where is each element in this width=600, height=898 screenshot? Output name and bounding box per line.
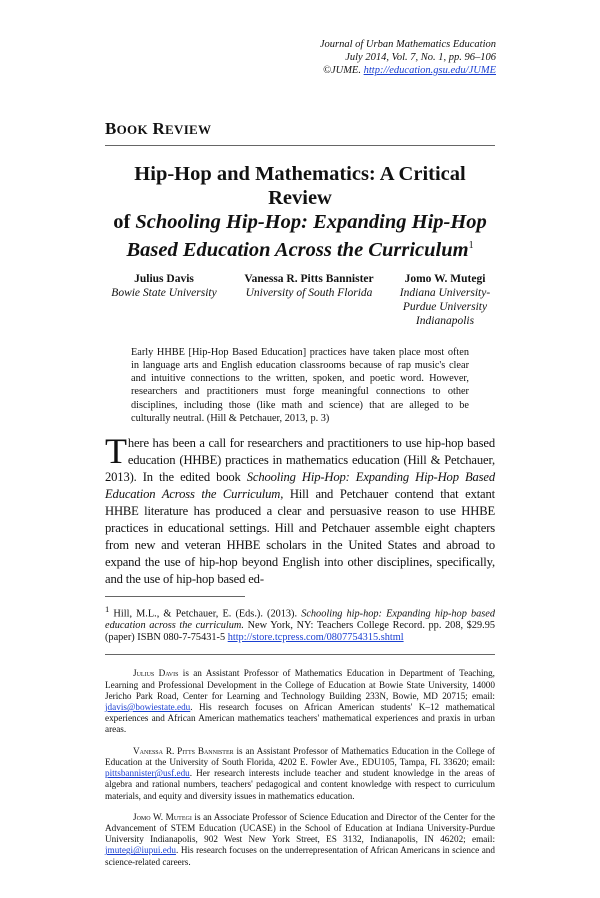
email-link[interactable]: pittsbannister@usf.edu (105, 768, 190, 779)
footnote-divider (105, 596, 245, 597)
bio: Vanessa R. Pitts Bannister is an Assistant Professor of Mathematics Education in the College of Education at the University of South Florida, 4202 E. Fowler Ave., EDU105, Tampa, FL 33620; email: pittsbannister@usf.edu. Her research interests include teacher and student knowledge in the areas of algebra and rational numbers, teachers' pedagogical and content knowledge with respect to curriculum materials, and equity and diversity issues in mathematics education. (105, 745, 495, 801)
article-title: Hip-Hop and Mathematics: A Critical Review of Schooling Hip-Hop: Expanding Hip-Hop Based Education Across the Curriculum$^1$ (113, 163, 487, 261)
authors (105, 272, 495, 328)
footnote-link[interactable]: http://store.tcpress.com/0807754315.shtml (227, 632, 404, 644)
journal-name: Journal of Urban Mathematics Education (319, 39, 496, 50)
section-heading: BOOK REVIEW (105, 119, 212, 138)
journal-link[interactable]: http://education.gsu.edu/JUME (363, 65, 496, 76)
author: Julius Davis Bowie State University (111, 272, 217, 299)
body-text: There has been a call for researchers and practitioners to use hip-hop based education (HHBE) practices in mathematics education (Hill & Petchauer, 2013). In the edited book Schooling Hip-Hop: Expanding Hip-Hop Based Education Across the Curriculum, Hill and Petchauer contend that extant HHBE literature has produced a clear and persuasive reason to use HHBE practices in educational settings. Hill and Petchauer assemble eight chapters from new and veteran HHBE scholars in the United States and abroad to expand the use of hip-hop beyond English into other disciplines, specifically, and the use of hip-hop based ed- (105, 431, 495, 587)
journal-header (105, 38, 496, 77)
bio: Julius Davis is an Assistant Professor of Mathematics Education in Department of Teaching, Learning and Professional Development in the College of Education at Bowie State University, 14000 Jericho Park Road, Center for Learning and Technology Building 233N, Bowie, MD 20715; email: jdavis@bowiestate.edu. His research focuses on African American students' K–12 mathematical experiences and African American mathematics teachers' mathematical experiences and praxis in urban areas. (105, 668, 495, 735)
journal-issue: July 2014, Vol. 7, No. 1, pp. 96–106 (345, 52, 496, 63)
divider (105, 654, 495, 655)
epigraph: Early HHBE [Hip-Hop Based Education] practices have taken place most often in language arts and English education classrooms because of rap music's clear and intuitive connections to the written, spoken, and poetic word. However, researchers and practitioners must forge meaningful connections to other disciplines, including those (like math and science) that are alleged to be culturally neutral. (Hill & Petchauer, 2013, p. 3) (131, 346, 469, 424)
footnote: $^1$ Hill, M.L., & Petchauer, E. (Eds.). (2013). Schooling hip-hop: Expanding hip-hop based education across the curriculum. New York, NY: Teachers College Record. pp. 208, $29.95 (paper) ISBN 080-7-75431-5 http://store.tcpress.com/0807754315.shtml (105, 604, 496, 644)
email-link[interactable]: jmutegi@iupui.edu (105, 845, 176, 856)
footnote-ref: 1 (468, 240, 474, 251)
author: Vanessa R. Pitts Bannister University of South Florida (244, 272, 374, 299)
email-link[interactable]: jdavis@bowiestate.edu (105, 702, 191, 713)
bio: Jomo W. Mutegi is an Associate Professor of Science Education and Director of the Center for the Advancement of STEM Education (UCASE) in the School of Education at Indiana University-Purdue University Indianapolis, 902 West New York Street, ES 3132, Indianapolis, IN 46202; email: jmutegi@iupui.edu. His research focuses on the underrepresentation of African Americans in science and science-related careers. (105, 811, 495, 867)
drop-cap: T (105, 431, 127, 472)
author-bios (105, 668, 495, 867)
divider (105, 145, 495, 146)
author: Jomo W. Mutegi Indiana University-Purdue University Indianapolis (399, 272, 491, 327)
copyright: ©JUME. (322, 65, 361, 76)
